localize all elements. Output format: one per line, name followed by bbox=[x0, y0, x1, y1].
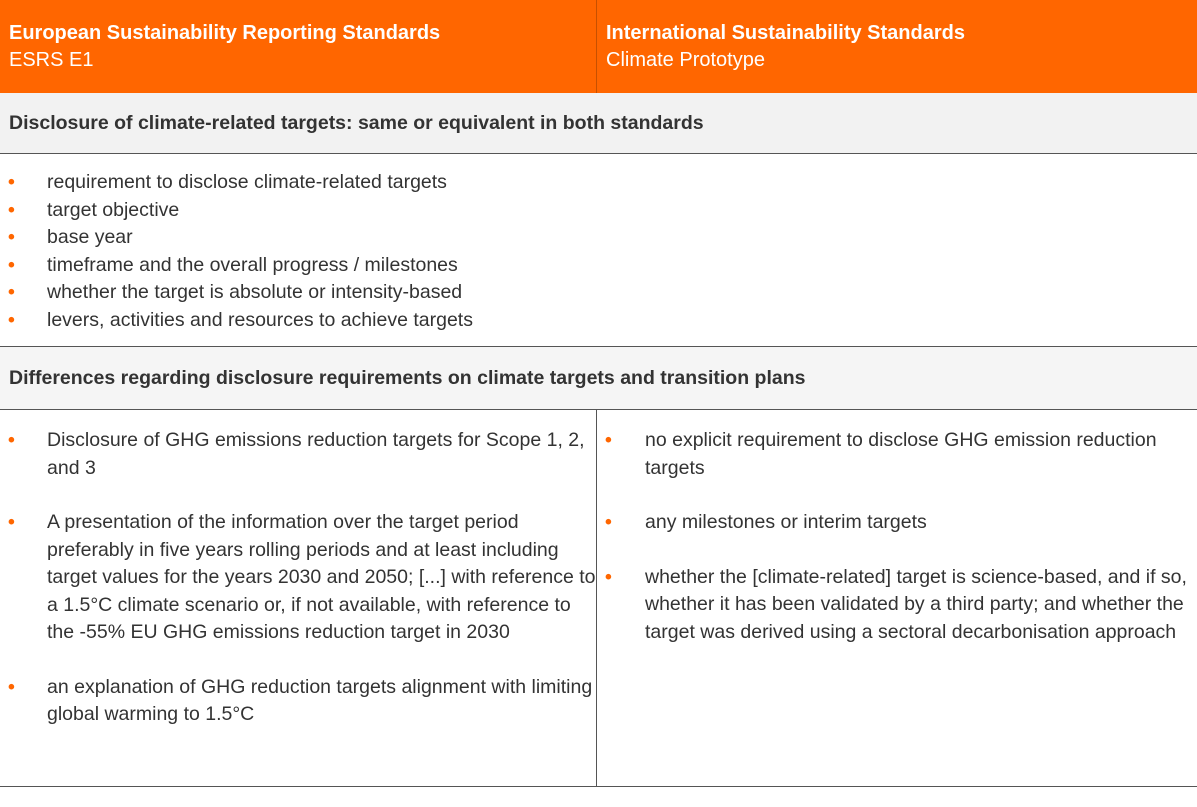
list-item bbox=[0, 224, 1197, 252]
bullet-icon: • bbox=[8, 171, 15, 193]
list-item-text: no explicit requirement to disclose GHG emission reduction targets bbox=[645, 429, 1157, 479]
bullet-icon: • bbox=[8, 226, 15, 249]
bullet-icon: • bbox=[605, 511, 612, 533]
list-item bbox=[0, 169, 1197, 197]
bullet-icon: • bbox=[8, 253, 15, 276]
list-item-text: whether the [climate-related] target is science-based, and if so, whether it has been validated by a third party; and whether the target was derived using a sectoral decarbonisation approach bbox=[645, 565, 1187, 643]
list-item bbox=[0, 427, 596, 482]
list-item-text: timeframe and the overall progress / milestones bbox=[47, 253, 458, 276]
esrs-differences-list bbox=[0, 410, 597, 786]
list-item bbox=[597, 509, 1197, 537]
header-iss bbox=[597, 0, 1197, 93]
list-item-text: whether the target is absolute or intensity-based bbox=[47, 281, 463, 304]
list-item bbox=[0, 674, 596, 729]
list-item bbox=[597, 564, 1197, 647]
list-item-text: A presentation of the information over the target period preferably in five years rolling periods and at least including target values for the years 2030 and 2050; [...] with reference to a 1.5°C climate scenario or, if not available, with reference to the -55% EU GHG emissions reduction target in 2030 bbox=[47, 511, 596, 643]
header-iss-subtitle: Climate Prototype bbox=[606, 49, 765, 71]
header-esrs bbox=[0, 0, 597, 93]
bullet-icon: • bbox=[605, 565, 612, 588]
bullet-icon: • bbox=[8, 429, 15, 451]
list-item bbox=[0, 279, 1197, 307]
bullet-icon: • bbox=[8, 675, 15, 698]
list-item-text: Disclosure of GHG emissions reduction targets for Scope 1, 2, and 3 bbox=[47, 429, 585, 479]
bullet-icon: • bbox=[8, 281, 15, 304]
bullet-icon: • bbox=[605, 429, 612, 451]
list-item bbox=[0, 252, 1197, 280]
list-item bbox=[0, 509, 596, 647]
list-item-text: base year bbox=[47, 226, 133, 249]
list-item-text: target objective bbox=[47, 198, 180, 221]
differences-table bbox=[0, 410, 1197, 787]
list-item-text: levers, activities and resources to achieve targets bbox=[47, 308, 473, 331]
bullet-icon: • bbox=[8, 198, 15, 221]
list-item bbox=[0, 307, 1197, 335]
table-header bbox=[0, 0, 1197, 93]
header-iss-title: International Sustainability Standards bbox=[606, 22, 965, 44]
list-item bbox=[0, 197, 1197, 225]
header-esrs-title: European Sustainability Reporting Standards bbox=[9, 22, 441, 44]
section-heading-differences: Differences regarding disclosure requirements on climate targets and transition plans bbox=[0, 347, 1197, 410]
bullet-icon: • bbox=[8, 308, 15, 331]
list-item bbox=[597, 427, 1197, 482]
list-item-text: any milestones or interim targets bbox=[645, 511, 927, 533]
bullet-icon: • bbox=[8, 511, 15, 533]
iss-differences-list bbox=[597, 410, 1197, 786]
section-heading-equivalent: Disclosure of climate-related targets: same or equivalent in both standards bbox=[0, 93, 1197, 154]
list-item-text: requirement to disclose climate-related targets bbox=[47, 171, 447, 193]
header-esrs-subtitle: ESRS E1 bbox=[9, 49, 94, 71]
equivalent-list bbox=[0, 154, 1197, 347]
list-item-text: an explanation of GHG reduction targets alignment with limiting global warming to 1.5°C bbox=[47, 675, 593, 725]
